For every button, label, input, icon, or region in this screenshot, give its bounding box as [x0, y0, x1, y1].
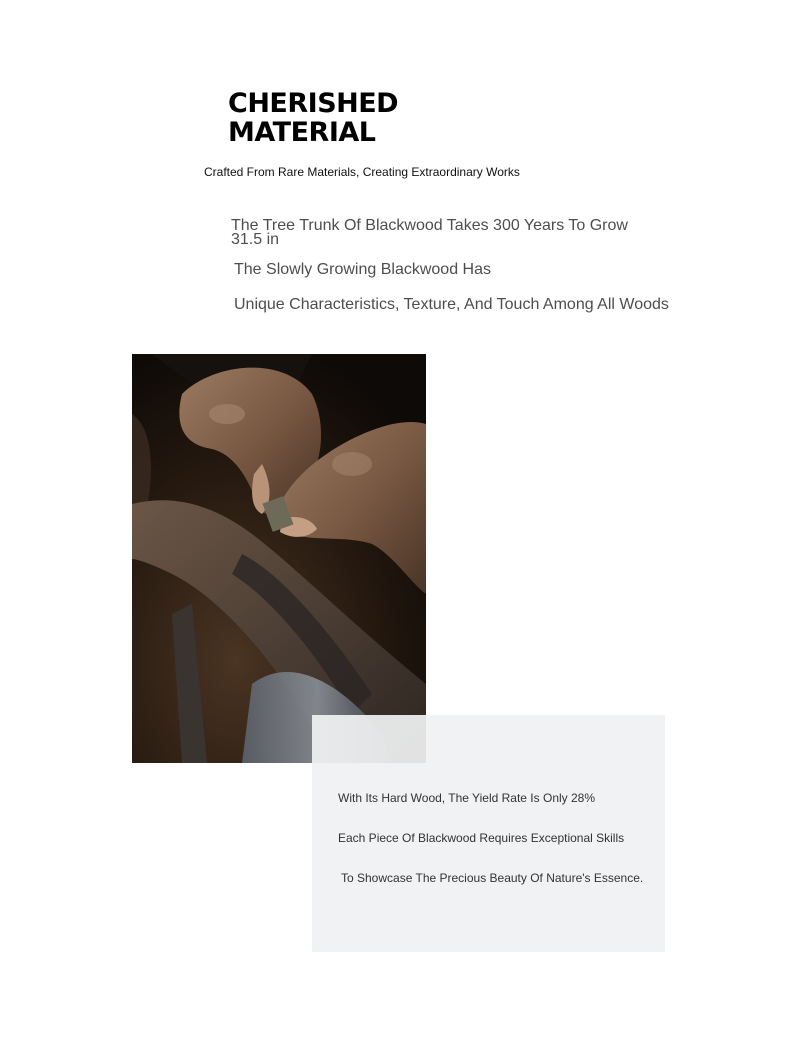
info-card [312, 715, 665, 952]
card-line-2: Each Piece Of Blackwood Requires Exceptional Skills [338, 831, 625, 845]
title-line-2: MATERIAL [228, 117, 376, 148]
craftsman-photo [132, 354, 426, 763]
intro-line-3: Unique Characteristics, Texture, And Touch Among All Woods [234, 296, 669, 313]
intro-line-1: The Tree Trunk Of Blackwood Takes 300 Years To Grow 31.5 in [231, 217, 628, 248]
page-subtitle: Crafted From Rare Materials, Creating Extraordinary Works [204, 165, 520, 179]
title-line-1: CHERISHED [228, 88, 399, 119]
craftsman-hands-carving-wood-image [132, 354, 426, 763]
intro-line-2: The Slowly Growing Blackwood Has [234, 261, 491, 278]
card-line-1: With Its Hard Wood, The Yield Rate Is Only 28% [338, 791, 596, 805]
card-line-3: To Showcase The Precious Beauty Of Nature's Essence. [341, 871, 644, 885]
page-title [228, 89, 398, 147]
